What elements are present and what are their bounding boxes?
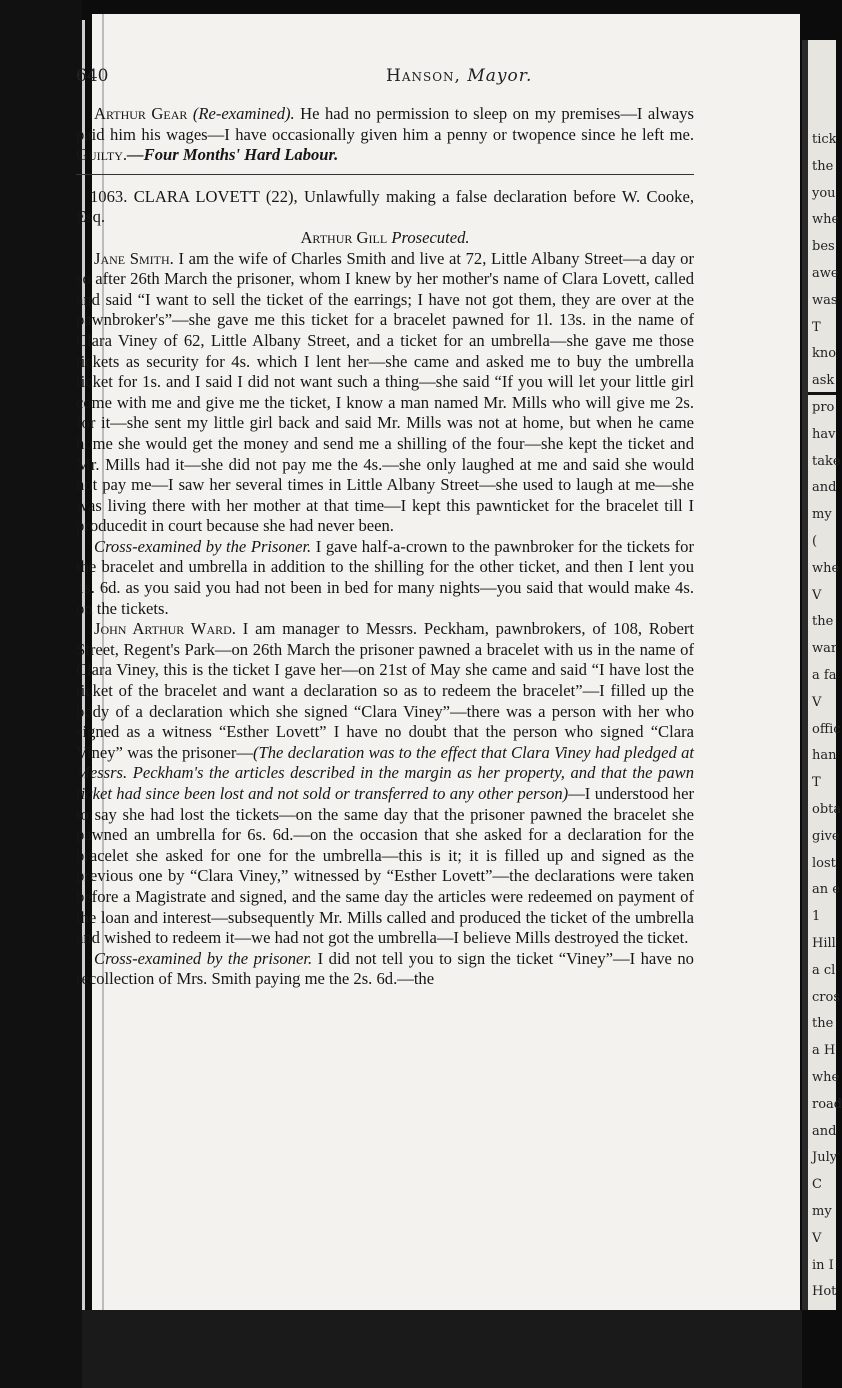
facing-page-fragment: kno — [812, 346, 837, 362]
facing-page-fragment: tick — [812, 132, 837, 147]
cross-examination-ward — [76, 949, 694, 990]
facing-page-fragment: in I — [812, 1257, 834, 1273]
facing-page-fragment: V — [812, 1230, 822, 1246]
charge: Unlawfully making a false declaration before W. Cooke, Esq. — [76, 186, 694, 227]
page-header — [76, 66, 698, 92]
facing-page-fragment: 1 — [812, 909, 821, 925]
cross-text-ward: I did not tell you to sign the ticket “Viney”—I have no recollection of Mrs. Smith paying me the 2s. 6d.—the — [76, 948, 694, 989]
facing-page-fragment: was — [812, 292, 838, 308]
page-gutter — [802, 40, 808, 1310]
defendant-name: CLARA LOVETT — [133, 186, 260, 206]
facing-page-fragment: take — [812, 453, 841, 469]
facing-page-fragment: ( — [812, 534, 818, 549]
scan-bottom-margin — [82, 1310, 802, 1388]
gear-reexamination — [76, 104, 694, 166]
running-title-role: Mayor. — [467, 66, 533, 86]
cross-label-smith: Cross-examined by the Prisoner. — [94, 536, 312, 556]
facing-page-fragment: the — [812, 1016, 834, 1032]
gear-text: He had no permission to sleep on my premises—I always paid him his wages—I have occasionally given him a penny or twopence since he left me. — [76, 104, 694, 144]
facing-page-fragment: whe — [812, 560, 840, 576]
facing-page-fragment: July — [812, 1150, 838, 1166]
facing-page-fragment: you — [812, 185, 836, 201]
case-heading — [76, 187, 694, 228]
facing-page-fragment: lost — [812, 855, 836, 871]
cross-label-ward: Cross-examined by the prisoner. — [94, 948, 313, 968]
case-number: 1063. — [90, 186, 128, 206]
facing-page-fragment: pro — [812, 400, 835, 415]
facing-page-fragment: war — [812, 641, 838, 657]
facing-page-fragment: give — [812, 828, 840, 844]
speaker-gear: Arthur Gear — [94, 104, 188, 123]
page-number: 640 — [76, 66, 109, 86]
facing-page-fragment: obta — [812, 802, 842, 817]
facing-page-fragment: a cl — [812, 962, 836, 978]
facing-page-fragment: a H — [812, 1043, 836, 1059]
facing-page-fragment: the — [812, 158, 834, 174]
facing-page-fragment: my — [812, 1204, 832, 1219]
facing-page-fragment: Hill — [812, 936, 836, 951]
facing-page-fragment: han — [812, 748, 837, 764]
speaker-ward: John Arthur Ward. — [94, 619, 236, 639]
facing-page-fragment: whe — [812, 212, 840, 228]
facing-page-fragment: road — [812, 1096, 842, 1112]
facing-page-fragment: ask — [812, 373, 835, 389]
facing-page-fragment: and — [812, 480, 837, 496]
defendant-age: (22), — [265, 186, 298, 206]
facing-page-fragment: bes — [812, 239, 835, 255]
case-separator — [76, 174, 694, 175]
testimony-john-arthur-ward — [76, 619, 694, 949]
speaker-smith: Jane Smith. — [94, 248, 174, 268]
ward-text-b: —I understood her to say she had lost the tickets—on the same day that the prisoner pawned the bracelet she pawned an umbrella for 6s. 6d.—on the occasion that she asked for a declaration for the bracelet she asked for one for the umbrella—this is it; it is filled up and signed as the previous one by “Clara Viney,” witnessed by “Esther Lovett”—the declarations were taken before a Magistrate and signed, and the same day the articles were redeemed on payment of the loan and interest—subsequently Mr. Mills called and produced the ticket of the umbrella and wished to redeem it—we had not got the umbrella—I believe Mills destroyed the ticket. — [76, 784, 694, 948]
facing-page-fragment: C — [812, 1177, 822, 1193]
facing-page-fragment: cros — [812, 989, 840, 1005]
facing-page-rule — [808, 392, 836, 395]
facing-page-fragment: V — [812, 587, 822, 603]
facing-page-fragment: T — [812, 319, 821, 335]
prosecutor-name: Arthur Gill — [300, 227, 388, 247]
facing-page-fragment: T — [812, 775, 821, 791]
facing-page-fragment: Hot — [812, 1284, 837, 1300]
facing-page-fragment: V — [812, 694, 822, 710]
page-body — [76, 104, 694, 990]
sentence: —Four Months' Hard Labour. — [127, 145, 339, 165]
running-title-name: Hanson, — [386, 66, 461, 86]
facing-page-edge — [802, 40, 842, 1310]
cross-examination-smith — [76, 537, 694, 619]
facing-page-fragment: whe — [812, 1070, 840, 1085]
prosecutor-line — [76, 228, 694, 249]
testimony-jane-smith — [76, 249, 694, 537]
cross-text-smith: I gave half-a-crown to the pawnbroker for the tickets for the bracelet and umbrella in addition to the shilling for the other ticket, and then I lent you 1s. 6d. as you said you had not been in bed for many nights—you said that would make 4s. on the tickets. — [76, 536, 694, 618]
speaker-note: (Re-examined). — [192, 104, 295, 123]
facing-page-fragment: a fa — [812, 668, 837, 683]
facing-page-fragment: awe — [812, 266, 839, 281]
verdict: Guilty. — [76, 145, 128, 165]
running-title — [386, 66, 532, 86]
facing-page-fragment: and — [812, 1123, 837, 1139]
smith-text: I am the wife of Charles Smith and live at 72, Little Albany Street—a day or so after 26th March the prisoner, whom I knew by her mother's name of Clara Lovett, called and said “I want to sell the ticket of the earrings; I have not got them, they are over at the pawnbroker's”—she gave me this ticket for a bracelet pawned for 1l. 13s. in the name of Clara Viney of 62, Little Albany Street, and a ticket for an umbrella—she gave me those tickets as security for 4s. which I lent her—she came and asked me to buy the umbrella ticket for 1s. and I said I did not want such a thing—she said “If you will let your little girl come with me and give me the ticket, I know a man named Mr. Mills who will give me 2s. for it—she sent my little girl back and said Mr. Mills was not at home, but when he came home she would get the money and send me a shilling of the four—she kept the ticket and Mr. Mills had it—she did not pay me the 4s.—she only laughed at me and said she would not pay me—I saw her several times in Little Albany Street—she used to laugh at me—she was living there with her mother at that time—I kept this pawnticket for the bracelet till I producedit in court because she had never been. — [76, 248, 695, 536]
facing-page-fragment: hav — [812, 426, 836, 442]
declaration-note: (The declaration was to the effect that Clara Viney had pledged at Messrs. Peckham's the articles described in the margin as her property, and that the pawn ticket had since been lost and not sold or transferred to any other person) — [76, 742, 694, 803]
prosecutor-role: Prosecuted. — [391, 227, 470, 247]
facing-page-fragment: the — [812, 614, 834, 630]
facing-page-fragment: offic — [812, 721, 841, 737]
scan-left-margin — [0, 0, 82, 1388]
facing-page-fragment: an e — [812, 882, 840, 898]
ward-text-a: I am manager to Messrs. Peckham, pawnbrokers, of 108, Robert Street, Regent's Park—on 26th March the prisoner pawned a bracelet with us in the name of Clara Viney, this is the ticket I gave her—on 21st of May she came and said “I have lost the ticket of the bracelet and want a declaration so as to redeem the bracelet”—I filled up the body of a declaration which she signed “Clara Viney”—there was a person with her who signed as a witness “Esther Lovett” I have no doubt that the person who signed “Clara Viney” was the prisoner— — [76, 619, 695, 762]
facing-page-fragment: my — [812, 507, 832, 523]
